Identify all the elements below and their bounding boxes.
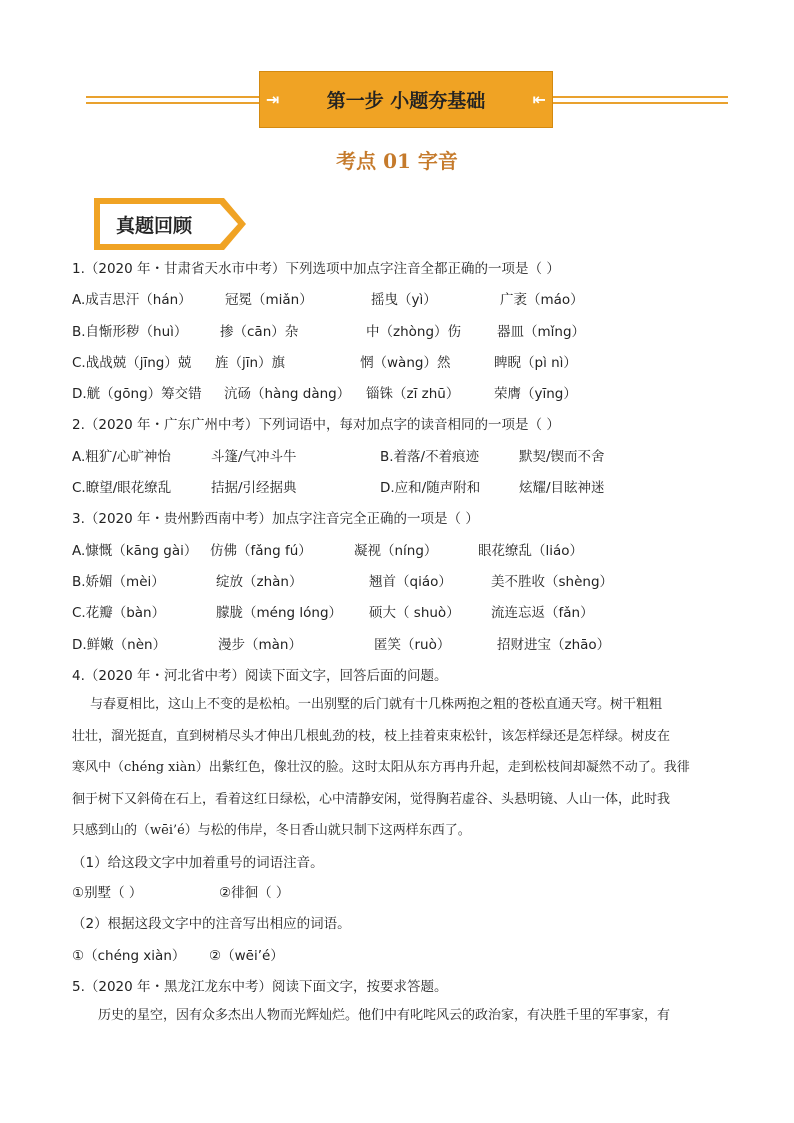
q3-option-b-3: 翘首（qiáo）	[369, 574, 452, 590]
q1-option-b-3: 中（zhòng）伤	[366, 324, 462, 340]
q4-stem: 4.（2020 年・河北省中考）阅读下面文字，回答后面的问题。	[72, 668, 448, 684]
q1-option-c-2: 旌（jīn）旗	[215, 355, 286, 371]
q1-option-b-2: 掺（cān）杂	[220, 324, 299, 340]
step-banner	[259, 71, 553, 128]
q3-option-b: B.娇媚（mèi）	[72, 574, 165, 590]
q1-option-d-2: 沆砀（hàng dàng）	[224, 386, 351, 402]
q2-option-b: B.着落/不着痕迹	[380, 449, 480, 465]
q2-option-d: D.应和/随声附和	[380, 480, 481, 496]
q3-option-d-4: 招财进宝（zhāo）	[497, 637, 611, 653]
q1-option-b-4: 器皿（mǐng）	[497, 324, 586, 340]
q3-option-c-4: 流连忘返（fǎn）	[491, 605, 594, 621]
section-label	[94, 198, 246, 250]
q3-option-c-3: 硕大（ shuò）	[369, 605, 460, 621]
q3-stem: 3.（2020 年・贵州黔西南中考）加点字注音完全正确的一项是（ ）	[72, 511, 479, 527]
banner-title: 第一步 小题夯基础	[326, 90, 486, 112]
q2-option-b-2: 默契/锲而不舍	[519, 449, 605, 465]
q3-option-c-2: 朦胧（méng lóng）	[216, 605, 343, 621]
q2-option-a: A.粗犷/心旷神怡	[72, 449, 171, 465]
q1-option-c-4: 睥睨（pì nì）	[494, 355, 577, 371]
q1-option-c: C.战战兢（jīng）兢	[72, 355, 192, 371]
q2-option-c-2: 拮据/引经据典	[211, 480, 297, 496]
q4-passage-line: 只感到山的（wēi’é）与松的伟岸，冬日香山就只制下这两样东西了。	[72, 823, 471, 838]
q1-option-b: B.自惭形秽（huì）	[72, 324, 188, 340]
q4-passage-line: 与春夏相比，这山上不变的是松柏。一出别墅的后门就有十几株两抱之粗的苍松直通天穹。树干粗粗	[90, 697, 663, 712]
q5-passage-line: 历史的星空，因有众多杰出人物而光辉灿烂。他们中有叱咤风云的政治家，有决胜千里的军事家，有	[98, 1008, 671, 1023]
section-label-text: 真题回顾	[116, 215, 193, 237]
q1-stem: 1.（2020 年・甘肃省天水市中考）下列选项中加点字注音全都正确的一项是（ ）	[72, 261, 560, 277]
q1-option-a: A.成吉思汗（hán）	[72, 292, 192, 308]
q2-option-c: C.瞭望/眼花缭乱	[72, 480, 172, 496]
q1-option-a-4: 广袤（máo）	[500, 292, 584, 308]
q3-option-c: C.花瓣（bàn）	[72, 605, 166, 621]
q3-option-b-2: 绽放（zhàn）	[216, 574, 303, 590]
q1-option-a-2: 冠冕（miǎn）	[225, 292, 313, 308]
q4-sub2: （2）根据这段文字中的注音写出相应的词语。	[72, 916, 351, 932]
q1-option-a-3: 摇曳（yì）	[371, 292, 437, 308]
q3-option-a-3: 凝视（níng）	[354, 543, 438, 559]
q4-passage-line: 徊于树下又斜倚在石上，看着这红日绿松，心中清静安闲，觉得胸若虚谷、头悬明镜、人山一体，此时我	[72, 791, 671, 807]
banner-left-arrow-icon: ⇥	[266, 90, 280, 109]
topic-subtitle: 考点 01 字音	[336, 149, 458, 173]
q2-option-d-2: 炫耀/目眩神迷	[519, 480, 605, 496]
q3-option-d-2: 漫步（màn）	[218, 637, 302, 653]
q4-sub2-blank-1: ①（chéng xiàn）	[72, 948, 186, 964]
q1-option-d: D.觥（gōng）筹交错	[72, 386, 202, 402]
q5-passage	[72, 1000, 722, 1032]
q4-sub1-blank-1: ①别墅（ ）	[72, 885, 143, 901]
q4-sub2-blank-2: ②（wēi’é）	[209, 948, 284, 964]
q3-option-a-2: 仿佛（fǎng fú）	[210, 543, 312, 559]
q4-passage	[72, 689, 722, 847]
banner-right-arrow-icon: ⇤	[532, 90, 546, 109]
q4-sub1-blank-2: ②徘徊（ ）	[219, 885, 290, 901]
q3-option-a: A.慷慨（kāng gài）	[72, 543, 198, 559]
q1-option-d-3: 锱铢（zī zhū）	[366, 386, 460, 402]
q4-passage-line: 壮壮，溜光挺直，直到树梢尽头才伸出几根虬劲的枝，枝上挂着束束松针，该怎样绿还是怎样绿。树皮在	[72, 728, 671, 744]
q2-stem: 2.（2020 年・广东广州中考）下列词语中，每对加点字的读音相同的一项是（ ）	[72, 417, 560, 433]
q3-option-d-3: 匿笑（ruò）	[374, 637, 451, 653]
q3-option-b-4: 美不胜收（shèng）	[491, 574, 614, 590]
q1-option-d-4: 荣膺（yīng）	[494, 386, 577, 402]
q4-passage-line: 寒风中（chéng xiàn）出紫红色，像壮汉的脸。这时太阳从东方再冉升起，走到松枝间却凝然不动了。我徘	[72, 760, 690, 775]
q3-option-d: D.鲜嫩（nèn）	[72, 637, 167, 653]
q2-option-a-2: 斗篷/气冲斗牛	[211, 449, 297, 465]
q5-stem: 5.（2020 年・黑龙江龙东中考）阅读下面文字，按要求答题。	[72, 979, 448, 995]
q3-option-a-4: 眼花缭乱（liáo）	[478, 543, 584, 559]
q1-option-c-3: 惘（wàng）然	[360, 355, 451, 371]
q4-sub1: （1）给这段文字中加着重号的词语注音。	[72, 855, 324, 871]
